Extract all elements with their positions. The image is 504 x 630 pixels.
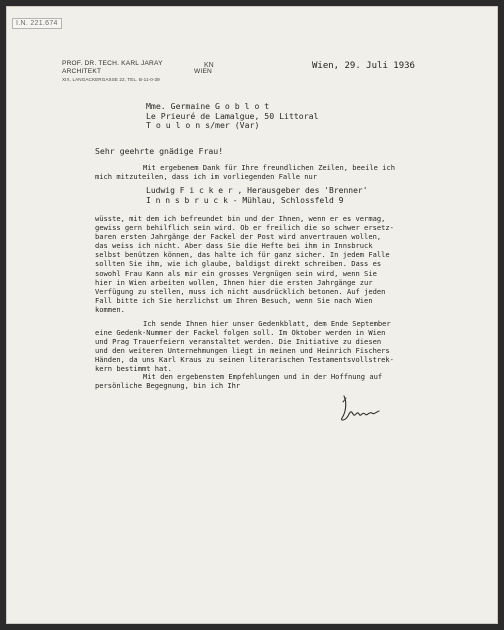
paragraph-3: [95, 319, 483, 374]
paragraph-line: wüsste, mit dem ich befreundet bin und der Ihnen, wenn er es vermag,: [95, 214, 386, 223]
paragraph-2: [95, 214, 483, 314]
closing: [95, 372, 483, 390]
editor-address: [146, 186, 368, 205]
paragraph-line: selbst benützen können, das halte ich für ganz sicher. In jedem Falle: [95, 250, 390, 260]
recipient-line: Mme. Germaine G o b l o t: [146, 101, 270, 111]
paragraph-line: kommen.: [95, 304, 125, 314]
letterhead: [62, 60, 212, 84]
paragraph-line: sollten Sie ihm, wie ich glaube, baldigst direkt schreiben. Dass es: [95, 259, 382, 269]
editor-line: I n n s b r u c k - Mühlau, Schlossfeld 9: [146, 195, 344, 205]
paragraph-line: und den weiteren Unternehmungen liegt in meinen und Heinrich Fischers: [95, 346, 390, 356]
recipient-line: T o u l o n s/mer (Var): [146, 120, 260, 131]
paragraph-line: und Prag Trauerfeiern veranstaltet werden. Die Initiative zu diesen: [95, 337, 382, 347]
letterhead-address: XIX, LANGACKERGASSE 22, TEL. B-11-0-39: [62, 77, 160, 82]
paragraph-line: Verfügung zu stellen, muss ich nicht ausdrücklich betonen. Auf jeden: [95, 286, 386, 296]
paragraph-line: Händen, da uns Karl Kraus zu seinen literarischen Testamentsvollstrek-: [95, 355, 394, 365]
paragraph-1: [95, 163, 483, 181]
letterhead-name: PROF. DR. TECH. KARL JARAY: [62, 60, 163, 67]
recipient-line: Le Prieuré de Lamalgue, 50 Littoral: [146, 110, 319, 121]
paragraph-line: das weiss ich nicht. Aber dass Sie die Hefte bei ihm in Innsbruck: [95, 241, 373, 251]
handwritten-signature: [338, 392, 384, 424]
paragraph-line: eine Gedenk-Nummer der Fackel folgen soll. Im Oktober werden in Wien: [95, 328, 386, 338]
closing-line: Mit den ergebenstem Empfehlungen und in der Hoffnung auf: [143, 372, 383, 381]
closing-line: persönliche Begegnung, bin ich Ihr: [95, 381, 241, 391]
letterhead-profession: ARCHITEKT: [62, 68, 102, 75]
editor-line: Ludwig F i c k e r , Herausgeber des 'Brenner': [146, 186, 368, 195]
paragraph-line: Mit ergebenem Dank für Ihre freundlichen Zeilen, beeile ich: [143, 163, 395, 172]
letterhead-initials: KN: [204, 62, 214, 69]
letterhead-city: WIEN: [193, 68, 212, 75]
paragraph-line: Ich sende Ihnen hier unser Gedenkblatt, dem Ende September: [143, 319, 391, 328]
paragraph-line: sowohl Frau Kann als mir ein grosses Vergnügen sein wird, wenn Sie: [95, 268, 377, 278]
paragraph-line: kern bestimmt hat.: [95, 364, 172, 374]
letter-page: [6, 6, 498, 624]
recipient-address: [146, 102, 319, 131]
paragraph-line: baren ersten Jahrgänge der Fackel der Post wird anvertrauen wollen,: [95, 232, 382, 242]
salutation: Sehr geehrte gnädige Frau!: [95, 146, 224, 156]
paragraph-line: mich mitzuteilen, dass ich im vorliegenden Falle nur: [95, 172, 318, 182]
paragraph-line: hier in Wien arbeiten wollen, Ihnen hier die ersten Jahrgänge zur: [95, 277, 373, 287]
paragraph-line: Fall bitte ich Sie herzlichst um Ihren Besuch, wenn Sie nach Wien: [95, 295, 373, 305]
archive-stamp: I.N. 221.674: [12, 18, 62, 29]
date-line: Wien, 29. Juli 1936: [312, 61, 415, 71]
paragraph-line: gewiss gern behilflich sein wird. Ob er freilich die so schwer ersetz-: [95, 223, 394, 233]
